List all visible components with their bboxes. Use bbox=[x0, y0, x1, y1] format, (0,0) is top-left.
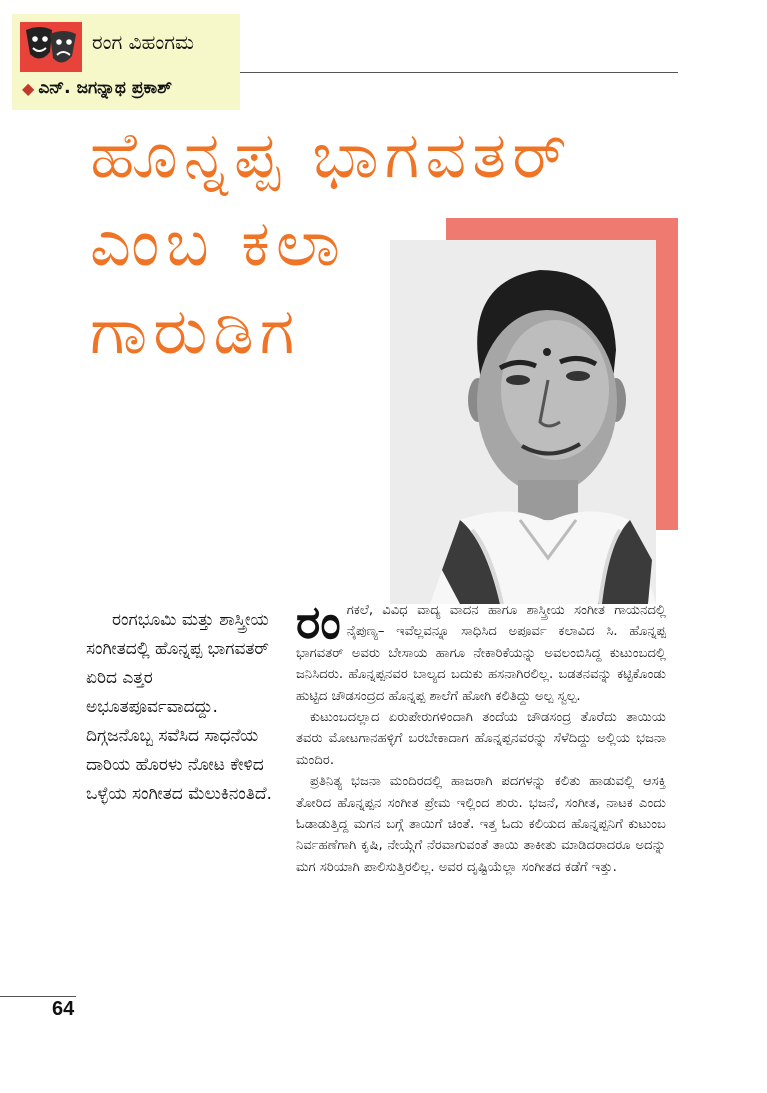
headline: ಹೊನ್ನಪ್ಪ ಭಾಗವತರ್ ಎಂಬ ಕಲಾ ಗಾರುಡಿಗ bbox=[90, 119, 573, 369]
section-title: ರಂಗ ವಿಹಂಗಮ bbox=[92, 30, 195, 54]
author-name: ಎನ್. ಜಗನ್ನಾಥ ಪ್ರಕಾಶ್ bbox=[38, 78, 172, 98]
article-body bbox=[296, 595, 666, 878]
paragraph-text: ಗಕಲೆ, ವಿವಿಧ ವಾದ್ಯ ವಾದನ ಹಾಗೂ ಶಾಸ್ತ್ರೀಯ ಸಂಗೀತ ಗಾಯನದಲ್ಲಿ ನೈಪುಣ್ಯ– ಇವೆಲ್ಲವನ್ನೂ ಸಾಧಿಸಿದ ಅಪೂರ್ವ ಕಲಾವಿದ ಸಿ. ಹೊನ್ನಪ್ಪ ಭಾಗವತರ್ ಅವರು ಬೇಸಾಯ ಹಾಗೂ ನೇಕಾರಿಕೆಯನ್ನು ಅವಲಂಬಿಸಿದ್ದ ಕುಟುಂಬದಲ್ಲಿ ಜನಿಸಿದರು. ಹೊನ್ನಪ್ಪನವರ ಬಾಲ್ಯದ ಬದುಕು ಹಸನಾಗಿರಲಿಲ್ಲ. ಬಡತನವನ್ನು ಕಟ್ಟಿಕೊಂಡು ಹುಟ್ಟಿದ ಚೌಡಸಂದ್ರದ ಹೊನ್ನಪ್ಪ ಶಾಲೆಗೆ ಹೋಗಿ ಕಲಿತಿದ್ದು ಅಲ್ಪ ಸ್ವಲ್ಪ. bbox=[296, 603, 666, 704]
bottom-rule bbox=[0, 996, 76, 997]
theatre-masks-icon bbox=[20, 22, 82, 72]
pull-quote-text: ರಂಗಭೂಮಿ ಮತ್ತು ಶಾಸ್ತ್ರೀಯ ಸಂಗೀತದಲ್ಲಿ ಹೊನ್ನಪ್ಪ ಭಾಗವತರ್ ಏರಿದ ಎತ್ತರ ಅಭೂತಪೂರ್ವವಾದದ್ದು. ದಿಗ್ಗಜನೊಬ್ಬ ಸವೆಸಿದ ಸಾಧನೆಯ ದಾರಿಯ ಹೊರಳು ನೋಟ ಕೇಳಿದ ಒಳ್ಳೆಯ ಸಂಗೀತದ ಮೆಲುಕಿನಂತಿದೆ. bbox=[86, 610, 272, 804]
top-rule bbox=[240, 72, 678, 73]
portrait-illustration bbox=[390, 240, 656, 604]
article-paragraph bbox=[296, 595, 666, 707]
page-number: 64 bbox=[52, 998, 75, 1020]
diamond-icon: ◆ bbox=[22, 78, 35, 98]
portrait-photo bbox=[390, 240, 656, 604]
section-tag bbox=[12, 14, 240, 110]
pull-quote bbox=[86, 606, 276, 809]
drop-cap: ರಂ bbox=[296, 595, 341, 649]
article-paragraph: ಪ್ರತಿನಿತ್ಯ ಭಜನಾ ಮಂದಿರದಲ್ಲಿ ಹಾಜರಾಗಿ ಪದಗಳನ್ನು ಕಲಿತು ಹಾಡುವಲ್ಲಿ ಆಸಕ್ತಿ ತೋರಿದ ಹೊನ್ನಪ್ಪನ ಸಂಗೀತ ಪ್ರೇಮ ಇಲ್ಲಿಂದ ಶುರು. ಭಜನೆ, ಸಂಗೀತ, ನಾಟಕ ಎಂದು ಓಡಾಡುತ್ತಿದ್ದ ಮಗನ ಬಗ್ಗೆ ತಾಯಿಗೆ ಚಿಂತೆ. ಇತ್ತ ಓದು ಕಲಿಯದ ಹೊನ್ನಪ್ಪನಿಗೆ ಕುಟುಂಬ ನಿರ್ವಹಣೆಗಾಗಿ ಕೃಷಿ, ನೇಯ್ಗೆಗೆ ನೆರವಾಗುವಂತೆ ತಾಯಿ ತಾಕೀತು ಮಾಡಿದರಾದರೂ ಅದನ್ನು ಮಗ ಸರಿಯಾಗಿ ಪಾಲಿಸುತ್ತಿರಲಿಲ್ಲ. ಅವರ ದೃಷ್ಟಿಯೆಲ್ಲಾ ಸಂಗೀತದ ಕಡೆಗೆ ಇತ್ತು. bbox=[296, 774, 666, 875]
byline bbox=[22, 78, 172, 98]
article-paragraph: ಕುಟುಂಬದಲ್ಲಾದ ಏರುಪೇರುಗಳಿಂದಾಗಿ ತಂದೆಯ ಚೌಡಸಂದ್ರ ತೊರೆದು ತಾಯಿಯ ತವರು ಮೋಟಗಾನಹಳ್ಳಿಗೆ ಬರಬೇಕಾದಾಗ ಹೊನ್ನಪ್ಪನವರನ್ನು ಸೆಳೆದಿದ್ದು ಅಲ್ಲಿಯ ಭಜನಾ ಮಂದಿರ. bbox=[296, 710, 666, 768]
